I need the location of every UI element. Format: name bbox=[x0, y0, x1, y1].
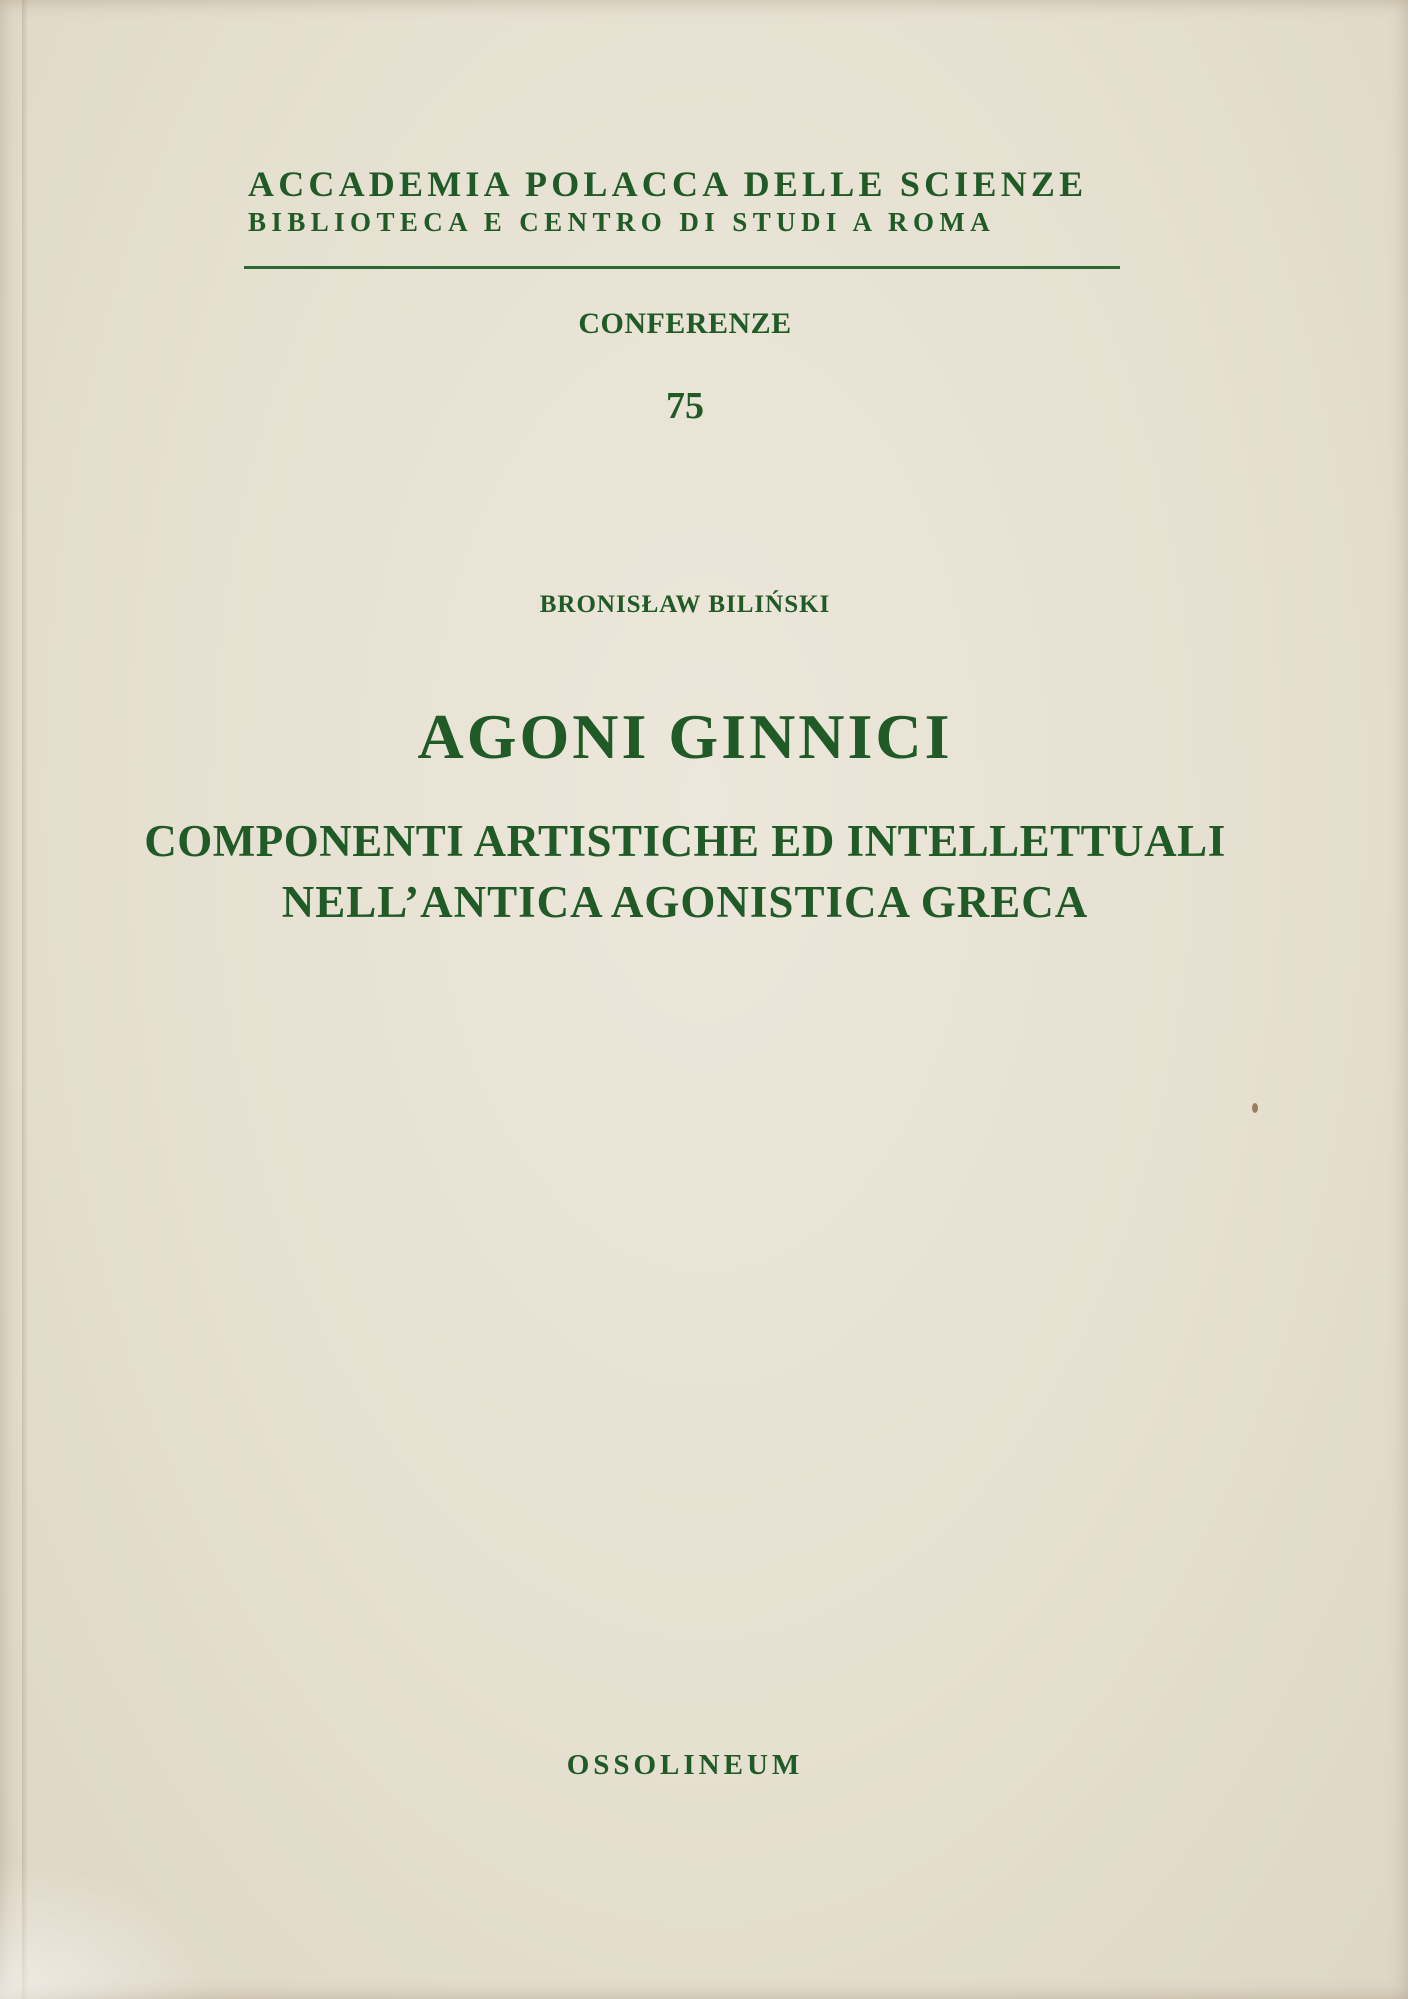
publisher-name: OSSOLINEUM bbox=[566, 1749, 804, 1781]
spine-fold bbox=[22, 0, 28, 1999]
author-name: BRONISŁAW BILIŃSKI bbox=[539, 591, 831, 618]
book-title: AGONI GINNICI bbox=[417, 701, 953, 772]
book-subtitle-line-2: NELL’ANTICA AGONISTICA GRECA bbox=[281, 877, 1089, 927]
header-divider bbox=[244, 266, 1120, 269]
series-name: CONFERENZE bbox=[578, 307, 792, 340]
institution-name: ACCADEMIA POLACCA DELLE SCIENZE bbox=[248, 164, 1088, 204]
scan-margin bbox=[1408, 0, 1418, 1999]
corner-wear bbox=[0, 1859, 220, 1999]
series-number: 75 bbox=[666, 385, 704, 427]
paper-speck bbox=[1252, 1103, 1258, 1113]
book-subtitle-line-1: COMPONENTI ARTISTICHE ED INTELLETTUALI bbox=[144, 816, 1226, 866]
library-name: BIBLIOTECA E CENTRO DI STUDI A ROMA bbox=[248, 207, 996, 237]
